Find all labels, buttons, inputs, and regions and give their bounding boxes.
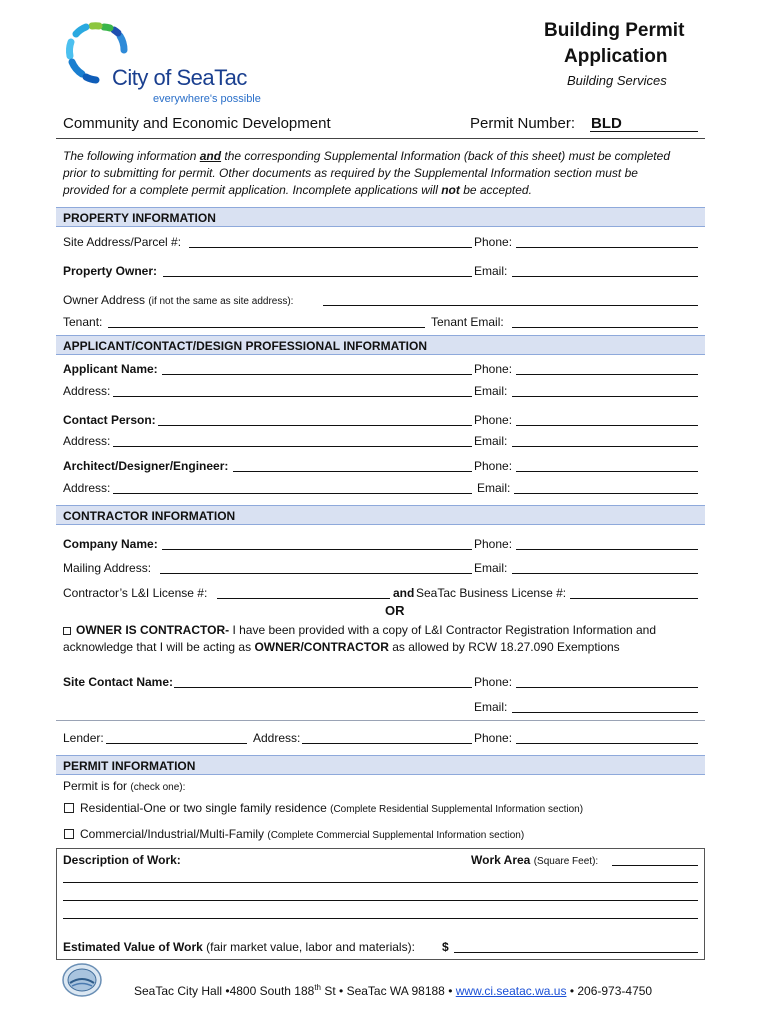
contractor-section-bar <box>56 505 705 525</box>
permit-number-prefix: BLD <box>591 115 622 132</box>
permit-number-field[interactable] <box>590 131 698 132</box>
intro-p3: provided for a complete permit application. Incomplete applications will <box>63 183 442 197</box>
applicant-email-field[interactable] <box>512 396 698 397</box>
architect-phone-field[interactable] <box>516 471 698 472</box>
footer-bullet-1: • <box>225 984 230 998</box>
permit-for-label: Permit is for <box>63 779 128 793</box>
permit-section-bar <box>56 755 705 775</box>
footer-city-hall: SeaTac City Hall <box>134 984 223 998</box>
commercial-checkbox[interactable] <box>64 829 74 839</box>
permit-number-label: Permit Number: <box>470 115 576 132</box>
subtitle: Building Services <box>567 73 667 88</box>
owner-address-field[interactable] <box>323 305 698 306</box>
applicant-name-field[interactable] <box>162 374 472 375</box>
estimated-value-note: (fair market value, labor and materials): <box>206 940 415 954</box>
tenant-email-label: Tenant Email: <box>431 315 504 329</box>
company-email-label: Email: <box>474 561 508 575</box>
description-label: Description of Work: <box>63 853 181 867</box>
lender-phone-label: Phone: <box>474 731 513 745</box>
lender-address-field[interactable] <box>302 743 472 744</box>
footer-website-link[interactable]: www.ci.seatac.wa.us <box>455 984 567 998</box>
intro-p1-rest: the corresponding Supplemental Information (back of this sheet) must be completed <box>221 149 670 163</box>
footer-bullet-3: • <box>448 984 453 998</box>
applicant-heading: APPLICANT/CONTACT/DESIGN PROFESSIONAL INFORMATION <box>63 339 428 353</box>
seatac-license-field[interactable] <box>570 598 698 599</box>
intro-not: not <box>441 183 460 197</box>
footer-bullet-2: • <box>339 984 344 998</box>
contact-phone-field[interactable] <box>516 425 698 426</box>
site-contact-label: Site Contact Name: <box>63 675 174 689</box>
description-field-2[interactable] <box>63 900 698 901</box>
permit-for-line <box>63 779 185 795</box>
site-address-label: Site Address/Parcel #: <box>63 235 182 249</box>
property-phone-label: Phone: <box>474 235 513 249</box>
residential-line <box>80 801 583 817</box>
company-phone-label: Phone: <box>474 537 513 551</box>
footer-line <box>134 981 652 998</box>
property-owner-label: Property Owner: <box>63 264 158 278</box>
work-area-field[interactable] <box>612 865 698 866</box>
footer-bullet-4: • <box>569 984 575 998</box>
intro-and: and <box>199 149 222 163</box>
logo-city-name: City of SeaTac <box>112 65 247 90</box>
contact-email-field[interactable] <box>512 446 698 447</box>
site-contact-email-label: Email: <box>474 700 508 714</box>
contact-address-field[interactable] <box>113 446 472 447</box>
logo-tagline: everywhere's possible <box>153 93 261 105</box>
site-contact-email-field[interactable] <box>512 712 698 713</box>
header-rule <box>56 138 705 139</box>
lender-phone-field[interactable] <box>516 743 698 744</box>
ack-text2: as allowed by RCW 18.27.090 Exemptions <box>388 640 620 654</box>
tenant-label: Tenant: <box>63 315 103 329</box>
contact-phone-label: Phone: <box>474 413 513 427</box>
architect-phone-label: Phone: <box>474 459 513 473</box>
owner-address-label <box>63 293 293 309</box>
check-one-note: (check one): <box>130 782 186 793</box>
intro-p1: The following information <box>63 149 200 163</box>
or-label: OR <box>385 603 405 618</box>
and-label: and <box>393 586 415 600</box>
architect-label: Architect/Designer/Engineer: <box>63 459 229 473</box>
mailing-address-field[interactable] <box>160 573 472 574</box>
applicant-phone-field[interactable] <box>516 374 698 375</box>
company-name-field[interactable] <box>162 549 472 550</box>
applicant-phone-label: Phone: <box>474 362 513 376</box>
work-area-label: Work Area <box>471 853 531 867</box>
lender-address-label: Address: <box>253 731 301 745</box>
architect-email-field[interactable] <box>514 493 698 494</box>
contact-address-label: Address: <box>63 434 111 448</box>
footer-phone: 206-973-4750 <box>577 984 653 998</box>
architect-email-label: Email: <box>477 481 511 495</box>
contact-email-label: Email: <box>474 434 508 448</box>
residential-note: (Complete Residential Supplemental Information section) <box>330 804 584 815</box>
residential-checkbox[interactable] <box>64 803 74 813</box>
company-email-field[interactable] <box>512 573 698 574</box>
estimated-value-field[interactable] <box>454 952 698 953</box>
owner-contractor-checkbox[interactable] <box>63 627 71 635</box>
owner-contractor-line <box>76 623 656 637</box>
intro-line1 <box>63 149 670 163</box>
department: Community and Economic Development <box>63 115 331 132</box>
site-address-field[interactable] <box>189 247 472 248</box>
intro-line2: prior to submitting for permit. Other documents as required by the Supplemental Information section must be <box>63 166 638 180</box>
lender-field[interactable] <box>106 743 247 744</box>
architect-address-field[interactable] <box>113 493 472 494</box>
seatac-license-label: SeaTac Business License #: <box>416 586 567 600</box>
property-section-bar <box>56 207 705 227</box>
intro-line3 <box>63 183 532 197</box>
owner-contractor-text: I have been provided with a copy of L&I Contractor Registration Information and <box>229 623 657 637</box>
footer-address-pre: 4800 South 188 <box>229 984 315 998</box>
site-contact-phone-field[interactable] <box>516 687 698 688</box>
property-owner-field[interactable] <box>163 276 472 277</box>
contact-person-label: Contact Person: <box>63 413 156 427</box>
company-phone-field[interactable] <box>516 549 698 550</box>
tenant-email-field[interactable] <box>512 327 698 328</box>
residential-label: Residential-One or two single family residence <box>80 801 327 815</box>
applicant-section-bar <box>56 335 705 355</box>
footer-address-sup: th <box>314 983 321 992</box>
lender-divider <box>56 720 705 721</box>
city-seal-icon <box>62 963 102 997</box>
permit-heading: PERMIT INFORMATION <box>63 759 196 773</box>
acknowledge-line <box>63 640 620 654</box>
tenant-field[interactable] <box>108 327 425 328</box>
applicant-address-label: Address: <box>63 384 111 398</box>
dollar-sign: $ <box>442 940 449 954</box>
property-phone-field[interactable] <box>516 247 698 248</box>
li-license-field[interactable] <box>217 598 390 599</box>
owner-address-text: Owner Address <box>63 293 146 307</box>
owner-contractor-bold: OWNER IS CONTRACTOR- <box>76 623 230 637</box>
ack-bold: OWNER/CONTRACTOR <box>254 640 389 654</box>
architect-field[interactable] <box>233 471 472 472</box>
mailing-address-label: Mailing Address: <box>63 561 152 575</box>
applicant-address-field[interactable] <box>113 396 472 397</box>
property-heading: PROPERTY INFORMATION <box>63 211 216 225</box>
footer-city: SeaTac WA 98188 <box>346 984 445 998</box>
site-contact-field[interactable] <box>174 687 472 688</box>
estimated-value-line <box>63 940 415 954</box>
applicant-name-label: Applicant Name: <box>63 362 158 376</box>
site-contact-phone-label: Phone: <box>474 675 513 689</box>
title-line1: Building Permit <box>544 20 685 41</box>
intro-p3-end: be accepted. <box>459 183 532 197</box>
description-field-1[interactable] <box>63 882 698 883</box>
commercial-note: (Complete Commercial Supplemental Information section) <box>267 830 525 841</box>
work-area-line <box>471 853 598 869</box>
footer-address-post: St <box>321 984 336 998</box>
estimated-value-label: Estimated Value of Work <box>63 940 203 954</box>
li-license-label: Contractor’s L&I License #: <box>63 586 208 600</box>
title-line2: Application <box>564 46 668 67</box>
owner-address-note: (if not the same as site address): <box>148 296 294 307</box>
ack-text1: acknowledge that I will be acting as <box>63 640 255 654</box>
description-field-3[interactable] <box>63 918 698 919</box>
property-email-field[interactable] <box>512 276 698 277</box>
commercial-line <box>80 827 524 843</box>
lender-label: Lender: <box>63 731 104 745</box>
commercial-label: Commercial/Industrial/Multi-Family <box>80 827 265 841</box>
property-email-label: Email: <box>474 264 508 278</box>
contact-person-field[interactable] <box>158 425 472 426</box>
company-name-label: Company Name: <box>63 537 158 551</box>
work-area-unit: (Square Feet): <box>533 856 599 867</box>
architect-address-label: Address: <box>63 481 111 495</box>
applicant-email-label: Email: <box>474 384 508 398</box>
contractor-heading: CONTRACTOR INFORMATION <box>63 509 236 523</box>
